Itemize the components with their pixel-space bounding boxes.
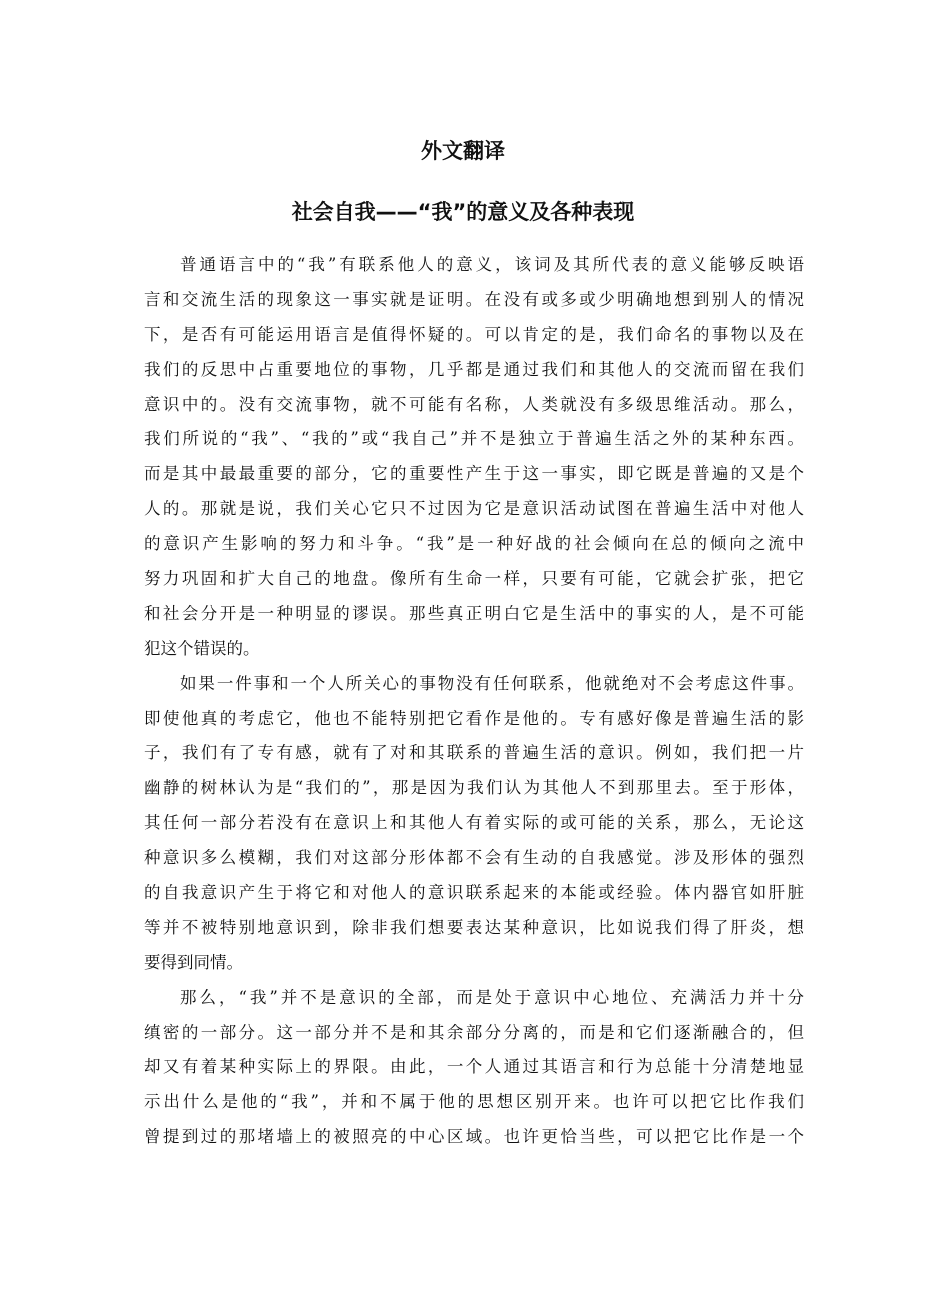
text-line: 言和交流生活的现象这一事实就是证明。在没有或多或少明确地想到别人的情况 [144,289,804,309]
text-line: 我们的反思中占重要地位的事物，几乎都是通过我们和其他人的交流而留在我们 [144,359,804,379]
paragraph-3 [144,981,804,1155]
text-line: 即使他真的考虑它，他也不能特别把它看作是他的。专有感好像是普遍生活的影 [144,708,804,728]
text-line: 普通语言中的“我”有联系他人的意义，该词及其所代表的意义能够反映语 [180,255,804,274]
text-line: 意识中的。没有交流事物，就不可能有名称，人类就没有多级思维活动。那么， [144,394,804,414]
text-line: 要得到同情。 [144,952,243,972]
text-line: 的意识产生影响的努力和斗争。“我”是一种好战的社会倾向在总的倾向之流中 [144,534,804,554]
text-line: 却又有着某种实际上的界限。由此，一个人通过其语言和行为总能十分清楚地显 [144,1057,804,1077]
paragraph-1 [144,248,804,667]
text-line: 犯这个错误的。 [144,638,260,658]
text-line: 子，我们有了专有感，就有了对和其联系的普遍生活的意识。例如，我们把一片 [144,743,804,763]
document-title: 外文翻译 [421,139,505,163]
text-line: 示出什么是他的“我”，并和不属于他的思想区别开来。也许可以把它比作我们 [144,1092,804,1112]
document-subtitle: 社会自我——“我”的意义及各种表现 [291,200,635,224]
text-line: 幽静的树林认为是“我们的”，那是因为我们认为其他人不到那里去。至于形体， [144,778,804,798]
text-line: 等并不被特别地意识到，除非我们想要表达某种意识，比如说我们得了肝炎，想 [144,917,804,937]
document-body [144,248,804,1155]
text-line: 的自我意识产生于将它和对他人的意识联系起来的本能或经验。体内器官如肝脏 [144,883,804,903]
text-line: 种意识多么模糊，我们对这部分形体都不会有生动的自我感觉。涉及形体的强烈 [144,848,804,868]
text-line: 如果一件事和一个人所关心的事物没有任何联系，他就绝对不会考虑这件事。 [180,673,804,693]
text-line: 缜密的一部分。这一部分并不是和其余部分分离的，而是和它们逐渐融合的，但 [144,1022,804,1042]
text-line: 人的。那就是说，我们关心它只不过因为它是意识活动试图在普遍生活中对他人 [144,499,804,519]
text-line: 其任何一部分若没有在意识上和其他人有着实际的或可能的关系，那么，无论这 [144,813,804,833]
text-line: 和社会分开是一种明显的谬误。那些真正明白它是生活中的事实的人，是不可能 [144,603,804,623]
text-line: 曾提到过的那堵墙上的被照亮的中心区域。也许更恰当些，可以把它比作是一个 [144,1127,804,1147]
text-line: 我们所说的“我”、“我的”或“我自己”并不是独立于普遍生活之外的某种东西。 [144,429,804,449]
text-line: 努力巩固和扩大自己的地盘。像所有生命一样，只要有可能，它就会扩张，把它 [144,569,804,589]
text-line: 那么，“我”并不是意识的全部，而是处于意识中心地位、充满活力并十分 [180,987,804,1007]
text-line: 而是其中最最重要的部分，它的重要性产生于这一事实，即它既是普遍的又是个 [144,464,804,484]
text-line: 下，是否有可能运用语言是值得怀疑的。可以肯定的是，我们命名的事物以及在 [144,324,804,344]
paragraph-2 [144,667,804,981]
